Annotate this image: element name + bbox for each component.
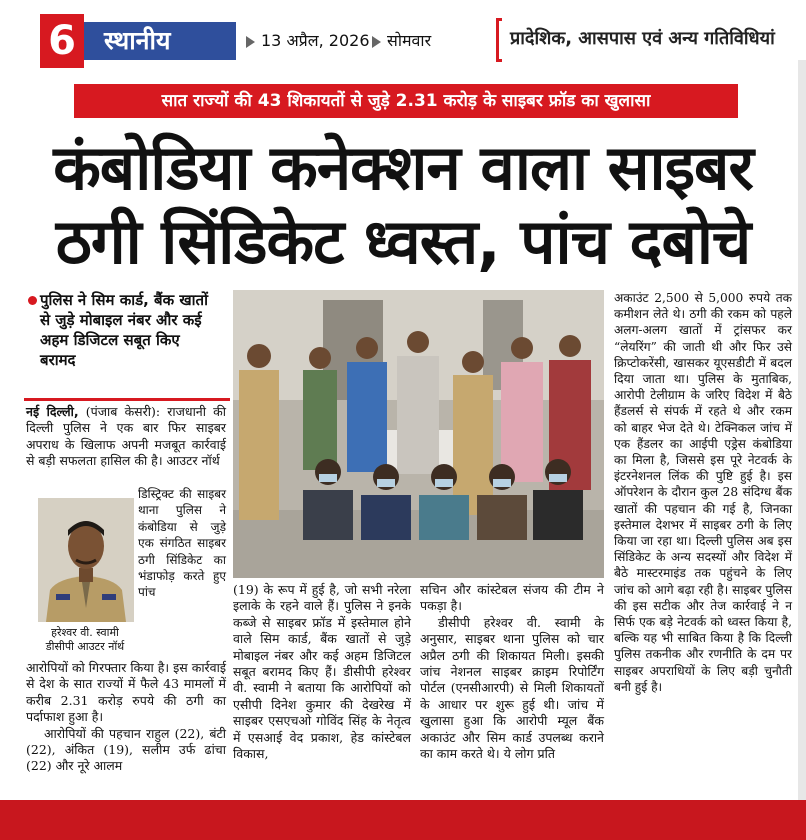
triangle-icon — [246, 36, 255, 48]
col3-para-2: डीसीपी हरेश्वर वी. स्वामी के अनुसार, साइबर थाना पुलिस को चार अप्रैल ठगी की शिकायत मिली। इसकी जांच नेशनल साइबर क्राइम रिपोर्टिंग पोर्टल (एनसीआरपी) से मिली शिकायतों के आधार पर शुरू हुई थी। जांच में खुलासा हुआ कि आरोपी म्यूल बैंक अकाउंट और सिम कार्ड उपलब्ध कराने का काम करते थे। ये लोग प्रति — [420, 614, 604, 762]
article-col-1-top — [26, 404, 226, 470]
col1-bottom-para: आरोपियों को गिरफ्तार किया है। इस कार्रवाई से देश के सात राज्यों में फैले 43 मामलों में करीब 2.31 करोड़ रुपये की ठगी का पर्दाफाश हुआ है। — [26, 660, 226, 725]
page-number: 6 — [40, 14, 84, 68]
category-label: प्रादेशिक, आसपास एवं अन्य गतिविधियां — [510, 28, 775, 49]
col3-top: सचिन और कांस्टेबल संजय की टीम ने पकड़ा है। — [420, 582, 604, 614]
arrest-photo-image — [233, 290, 604, 578]
officer-portrait-image — [38, 498, 134, 622]
weekday-line — [372, 28, 431, 54]
dateline: नई दिल्ली, — [26, 404, 79, 419]
article-col-2: (19) के रूप में हुई है, जो सभी नरेला इलाके के रहने वाले हैं। पुलिस ने इनके कब्जे से साइबर फ्रॉड में इस्तेमाल होने वाले सिम कार्ड, बैंक खातों से जुड़े मोबाइल नंबर और कई अहम डिजिटल सबूत बरामद किए हैं। डीसीपी हरेश्वर वी. स्वामी ने बताया कि आरोपियों को एसीपी दिनेश कुमार की देखरेख में साइबर एसएचओ गोविंद सिंह के नेतृत्व में एसआई वेद प्रकाश, हेड कांस्टेबल विकास, — [233, 582, 411, 762]
headline-line-1: कंबोडिया कनेक्शन वाला साइबर — [53, 131, 753, 204]
section-label: स्थानीय — [84, 22, 236, 60]
date-line — [246, 28, 370, 54]
triangle-icon — [372, 36, 381, 48]
article-col-4: अकाउंट 2,500 से 5,000 रुपये तक कमीशन लेते थे। ठगी की रकम को पहले अलग-अलग खातों में ट्रांसफर कर “लेयरिंग” की जाती थी और फिर उसे क्रिप्टोकरेंसी, खासकर यूएसडीटी में बदल दिया जाता था। पुलिस के मुताबिक, आरोपी टेलीग्राम के जरिए विदेश में बैठे हैंडलर्स से संपर्क में रहते थे और रकम को बाहर भेज देते थे। टेक्निकल जांच में एक हैंडलर का आईपी एड्रेस कंबोडिया का मिला है, जिससे इस पूरे नेटवर्क के इंटरनेशनल लिंक की पुष्टि हुई है। इस ऑपरेशन के दौरान कुल 28 संदिग्ध बैंक खातों की पहचान की गई है, जिनका इस्तेमाल देशभर में साइबर ठगी के लिए किया जा रहा था। दिल्ली पुलिस अब इस सिंडिकेट के अन्य सदस्यों और विदेश में बैठे मास्टरमाइंड तक पहुंचने के लिए जांच को आगे बढ़ा रही है। साइबर पुलिस की इस सटीक और तेज कार्रवाई ने न सिर्फ एक बड़े नेटवर्क को ध्वस्त किया है, बल्कि यह भी साबित किया है कि दिल्ली पुलिस तकनीक और रणनीति के दम पर साइबर अपराधियों के लिए बड़ी चुनौती बनी हुई है। — [614, 291, 792, 694]
col1-para-2: आरोपियों की पहचान राहुल (22), बंटी (22), अंकित (19), सलीम उर्फ ढांचा (22) और नूरे आलम — [26, 725, 226, 774]
caption-title: डीसीपी आउटर नॉर्थ — [45, 640, 125, 653]
officer-portrait — [38, 498, 134, 622]
highlight-rule — [24, 398, 230, 401]
highlight-text: पुलिस ने सिम कार्ड, बैंक खातों से जुड़े मोबाइल नंबर और कई अहम डिजिटल सबूत किए बरामद — [40, 291, 208, 369]
credit: (पंजाब केसरी): — [85, 404, 161, 419]
article-col-1-bottom — [26, 660, 226, 775]
strap-headline: सात राज्यों की 43 शिकायतों से जुड़े 2.31 करोड़ के साइबर फ्रॉड का खुलासा — [74, 84, 738, 118]
date: 13 अप्रैल, 2026 — [261, 31, 370, 50]
bullet-icon — [28, 296, 37, 305]
weekday: सोमवार — [387, 31, 432, 50]
col1-intro: राजधानी की दिल्ली पुलिस ने एक बार फिर साइबर अपराध के खिलाफ अपनी मजबूत कार्रवाई से बड़ी सफलता हासिल की है। आउटर नॉर्थ — [26, 404, 226, 469]
header-divider — [496, 18, 502, 62]
article-col-3 — [420, 582, 604, 762]
caption-name: हरेश्वर वी. स्वामी — [51, 626, 119, 639]
portrait-caption — [30, 626, 140, 654]
page-edge — [798, 60, 806, 800]
headline-line-2: ठगी सिंडिकेट ध्वस्त, पांच दबोचे — [55, 205, 751, 278]
article-col-1-narrow: डिस्ट्रिक्ट की साइबर थाना पुलिस ने कंबोडिया से जुड़े एक संगठित साइबर ठगी सिंडिकेट का भंडाफोड़ करते हुए पांच — [138, 487, 226, 600]
footer-band — [0, 800, 806, 840]
arrest-photo — [233, 290, 604, 578]
